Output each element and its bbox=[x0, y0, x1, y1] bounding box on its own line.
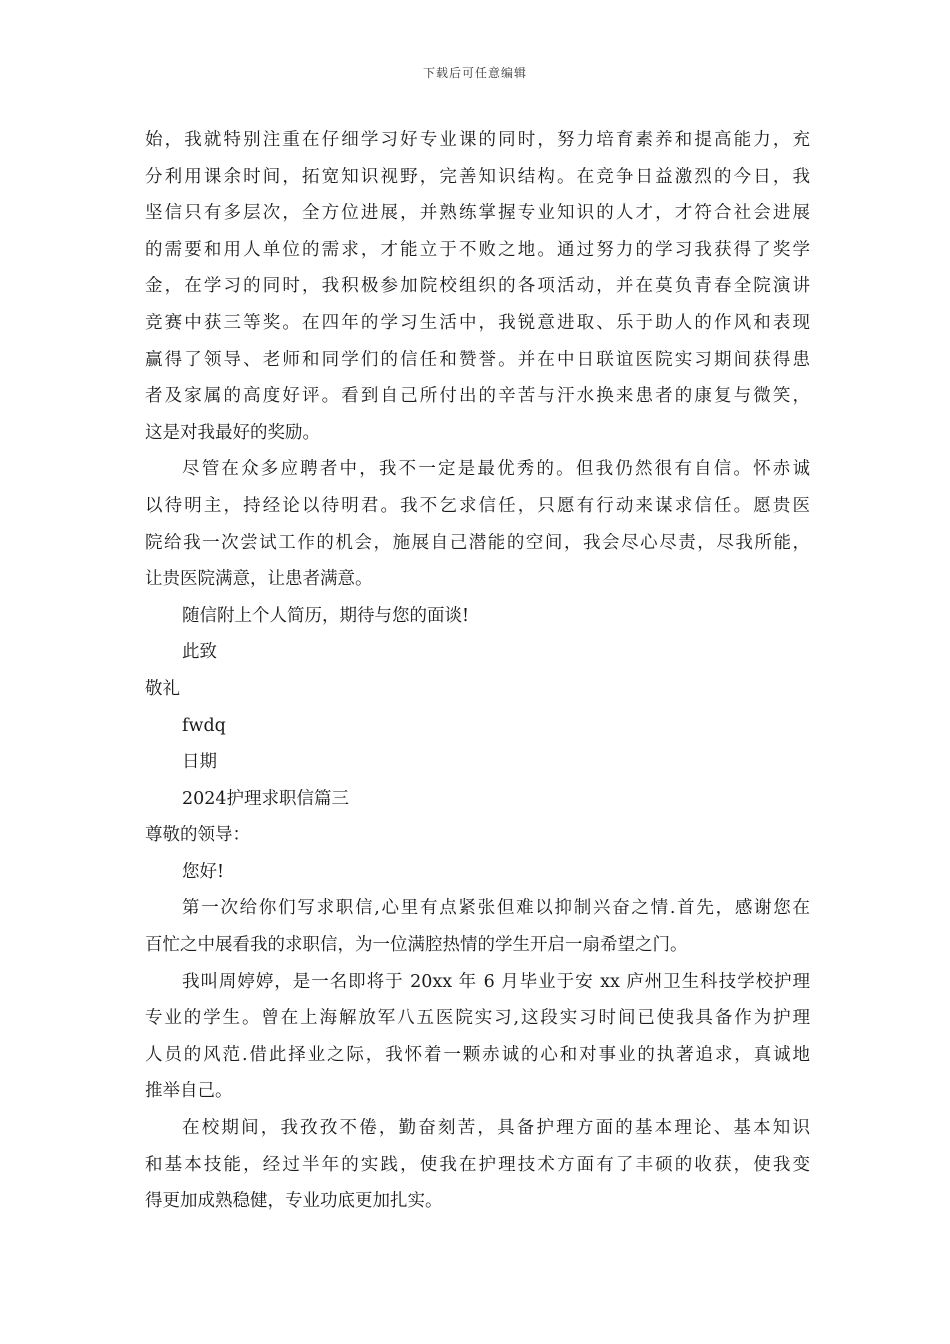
text-line: 人员的风范.借此择业之际，我怀着一颗赤诚的心和对事业的执著追求，真诚地 bbox=[145, 1044, 810, 1065]
text-line: 院给我一次尝试工作的机会，施展自己潜能的空间，我会尽心尽责，尽我所能， bbox=[145, 532, 810, 553]
salutation-regards: 敬礼 bbox=[145, 678, 180, 699]
section-title: 2024护理求职信篇三 bbox=[182, 788, 350, 809]
text-line: 者及家属的高度好评。看到自己所付出的辛苦与汗水换来患者的康复与微笑， bbox=[145, 386, 810, 407]
text-line: 坚信只有多层次，全方位进展，并熟练掌握专业知识的人才，才符合社会进展 bbox=[145, 203, 810, 224]
signature-name: fwdq bbox=[182, 715, 226, 736]
letter-body bbox=[145, 122, 810, 1220]
text-line: 推举自己。 bbox=[145, 1081, 233, 1102]
text-line: 金，在学习的同时，我积极参加院校组织的各项活动，并在莫负青春全院演讲 bbox=[145, 276, 810, 297]
greeting-hello: 您好! bbox=[182, 861, 225, 882]
paragraph-start-line: 第一次给你们写求职信,心里有点紧张但难以抑制兴奋之情.首先，感谢您在 bbox=[182, 898, 810, 919]
text-line: 竞赛中获三等奖。在四年的学习生活中，我锐意进取、乐于助人的作风和表现 bbox=[145, 312, 810, 333]
text-line: 得更加成熟稳健，专业功底更加扎实。 bbox=[145, 1191, 443, 1212]
header-note: 下载后可任意编辑 bbox=[422, 66, 527, 80]
text-line: 的需要和用人单位的需求，才能立于不败之地。通过努力的学习我获得了奖学 bbox=[145, 239, 810, 260]
paragraph-start-line: 尽管在众多应聘者中，我不一定是最优秀的。但我仍然很有自信。怀赤诚 bbox=[182, 459, 810, 480]
salutation-close: 此致 bbox=[182, 642, 217, 663]
text-line: 百忙之中展看我的求职信，为一位满腔热情的学生开启一扇希望之门。 bbox=[145, 935, 688, 956]
signature-date: 日期 bbox=[182, 752, 217, 773]
text-line: 和基本技能，经过半年的实践，使我在护理技术方面有了丰硕的收获，使我变 bbox=[145, 1154, 810, 1175]
greeting-recipient: 尊敬的领导： bbox=[145, 825, 250, 846]
closing-line: 随信附上个人简历，期待与您的面谈! bbox=[182, 605, 470, 626]
paragraph-start-line: 在校期间，我孜孜不倦，勤奋刻苦，具备护理方面的基本理论、基本知识 bbox=[182, 1118, 810, 1139]
text-line: 始，我就特别注重在仔细学习好专业课的同时，努力培育素养和提高能力，充 bbox=[145, 130, 810, 150]
text-line: 专业的学生。曾在上海解放军八五医院实习,这段实习时间已使我具备作为护理 bbox=[145, 1008, 810, 1029]
text-line: 分利用课余时间，拓宽知识视野，完善知识结构。在竞争日益激烈的今日，我 bbox=[145, 166, 810, 187]
paragraph-start-line: 我叫周婷婷，是一名即将于 20xx 年 6 月毕业于安 xx 庐州卫生科技学校护理 bbox=[182, 971, 810, 992]
text-line: 让贵医院满意，让患者满意。 bbox=[145, 569, 373, 590]
text-line: 这是对我最好的奖励。 bbox=[145, 422, 320, 443]
text-line: 以待明主，持经论以待明君。我不乞求信任，只愿有行动来谋求信任。愿贵医 bbox=[145, 495, 810, 516]
text-line: 赢得了领导、老师和同学们的信任和赞誉。并在中日联谊医院实习期间获得患 bbox=[145, 349, 810, 370]
